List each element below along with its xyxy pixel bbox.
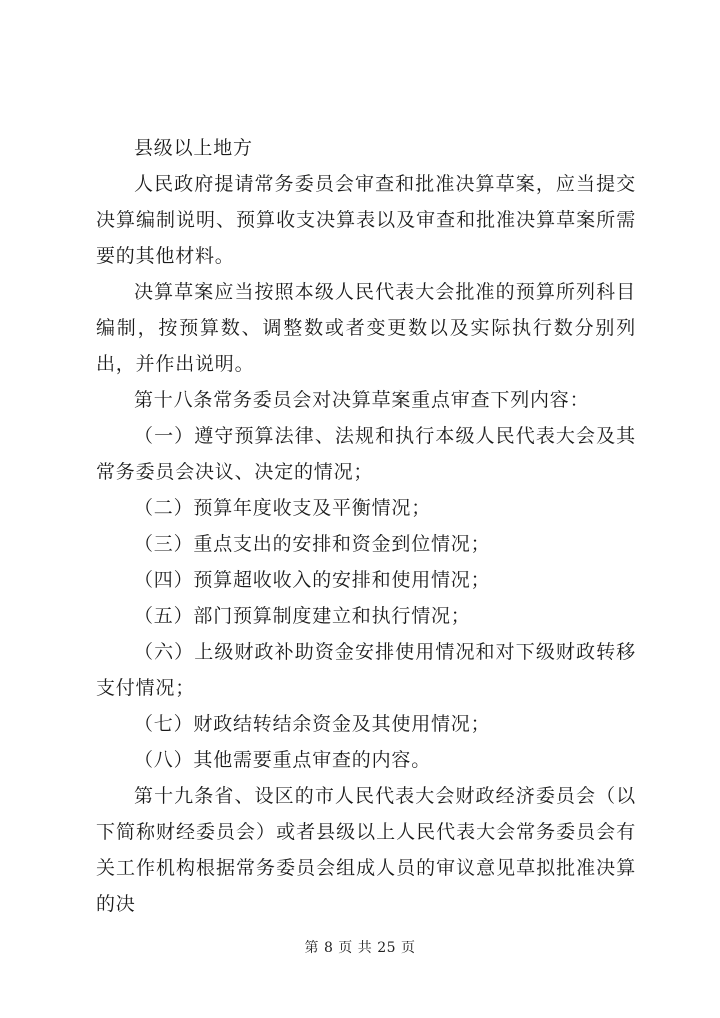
document-body [96, 130, 636, 922]
paragraph: 第十九条省、设区的市人民代表大会财政经济委员会（以下简称财经委员会）或者县级以上人民代表大会常务委员会有关工作机构根据常务委员会组成人员的审议意见草拟批准决算的决 [96, 785, 636, 915]
paragraph: （七）财政结转结余资金及其使用情况； [134, 713, 491, 735]
paragraph: （八）其他需要重点审查的内容。 [134, 749, 432, 771]
paragraph: （六）上级财政补助资金安排使用情况和对下级财政转移支付情况； [96, 641, 636, 699]
paragraph: 人民政府提请常务委员会审查和批准决算草案，应当提交决算编制说明、预算收支决算表以及审查和批准决算草案所需要的其他材料。 [96, 173, 636, 267]
page-number-footer: 第 8 页 共 25 页 [304, 940, 416, 956]
paragraph: （三）重点支出的安排和资金到位情况； [134, 533, 491, 555]
paragraph: （一）遵守预算法律、法规和执行本级人民代表大会及其常务委员会决议、决定的情况； [96, 425, 636, 483]
paragraph: （四）预算超收收入的安排和使用情况； [134, 569, 491, 591]
paragraph: 县级以上地方 [134, 137, 253, 159]
paragraph: （五）部门预算制度建立和执行情况； [134, 605, 471, 627]
paragraph: （二）预算年度收支及平衡情况； [134, 497, 432, 519]
paragraph: 决算草案应当按照本级人民代表大会批准的预算所列科目编制，按预算数、调整数或者变更数以及实际执行数分别列出，并作出说明。 [96, 281, 636, 375]
paragraph: 第十八条常务委员会对决算草案重点审查下列内容： [134, 389, 590, 411]
